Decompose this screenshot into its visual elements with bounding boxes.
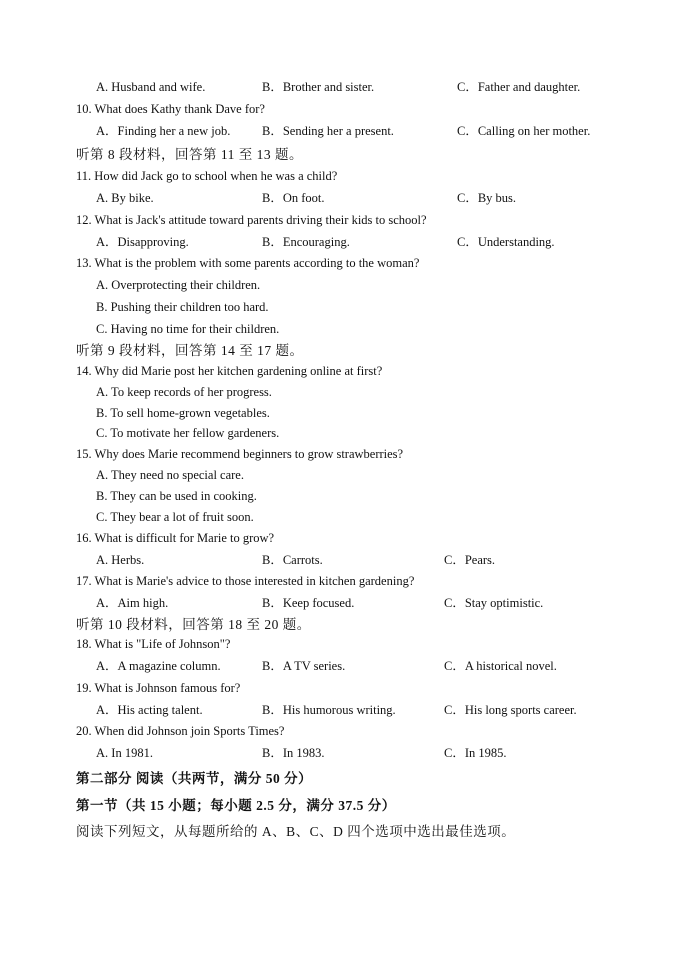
question-13: 13. What is the problem with some parents according to the woman? [76,256,420,270]
question-17: 17. What is Marie's advice to those interested in kitchen gardening? [76,574,415,588]
option-a: A．Finding her a new job. [96,124,231,138]
option-c: C．In 1985. [444,746,507,760]
question-18: 18. What is "Life of Johnson"? [76,637,231,651]
option-b: B. Pushing their children too hard. [96,300,269,314]
section-heading-8: 听第 8 段材料，回答第 11 至 13 题。 [76,147,303,162]
option-c: C．By bus. [457,191,517,205]
option-b: B．In 1983. [262,746,325,760]
question-10: 10. What does Kathy thank Dave for? [76,102,265,116]
option-a: A. They need no special care. [96,468,244,482]
question-20: 20. When did Johnson join Sports Times? [76,724,285,738]
option-a: A. Overprotecting their children. [96,278,261,292]
question-12: 12. What is Jack's attitude toward parents driving their kids to school? [76,213,427,227]
option-c: C. To motivate her fellow gardeners. [96,426,280,440]
question-16: 16. What is difficult for Marie to grow? [76,531,275,545]
option-c: C．Father and daughter. [457,80,581,94]
option-a: A．Aim high. [96,596,169,610]
option-c: C. They bear a lot of fruit soon. [96,510,254,524]
question-11: 11. How did Jack go to school when he was a child? [76,169,338,183]
option-c: C．A historical novel. [444,659,557,673]
section-one-heading: 第一节（共 15 小题；每小题 2.5 分，满分 37.5 分） [76,798,396,813]
option-a: A. To keep records of her progress. [96,385,272,399]
option-b: B. To sell home-grown vegetables. [96,406,270,420]
option-a: A．Disapproving. [96,235,189,249]
option-b: B．Carrots. [262,553,323,567]
question-19: 19. What is Johnson famous for? [76,681,241,695]
reading-instruction: 阅读下列短文，从每题所给的 A、B、C、D 四个选项中选出最佳选项。 [76,824,516,839]
part-two-heading: 第二部分 阅读（共两节，满分 50 分） [76,771,313,786]
option-a: A. In 1981. [96,746,153,760]
option-a: A．His acting talent. [96,703,203,717]
section-heading-10: 听第 10 段材料，回答第 18 至 20 题。 [76,617,311,632]
option-b: B．His humorous writing. [262,703,396,717]
option-a: A. By bike. [96,191,154,205]
option-b: B. They can be used in cooking. [96,489,257,503]
option-b: B．Keep focused. [262,596,355,610]
option-c: C．Understanding. [457,235,555,249]
option-c: C．Calling on her mother. [457,124,591,138]
option-b: B．Sending her a present. [262,124,394,138]
option-c: C．His long sports career. [444,703,577,717]
option-b: B．Brother and sister. [262,80,375,94]
question-14: 14. Why did Marie post her kitchen gardening online at first? [76,364,383,378]
option-a: A. Husband and wife. [96,80,206,94]
option-a: A．A magazine column. [96,659,221,673]
option-b: B．On foot. [262,191,325,205]
option-c: C．Stay optimistic. [444,596,544,610]
option-b: B．Encouraging. [262,235,350,249]
option-c: C. Having no time for their children. [96,322,280,336]
question-15: 15. Why does Marie recommend beginners to grow strawberries? [76,447,404,461]
option-b: B．A TV series. [262,659,346,673]
option-c: C．Pears. [444,553,496,567]
option-a: A. Herbs. [96,553,145,567]
section-heading-9: 听第 9 段材料，回答第 14 至 17 题。 [76,343,304,358]
